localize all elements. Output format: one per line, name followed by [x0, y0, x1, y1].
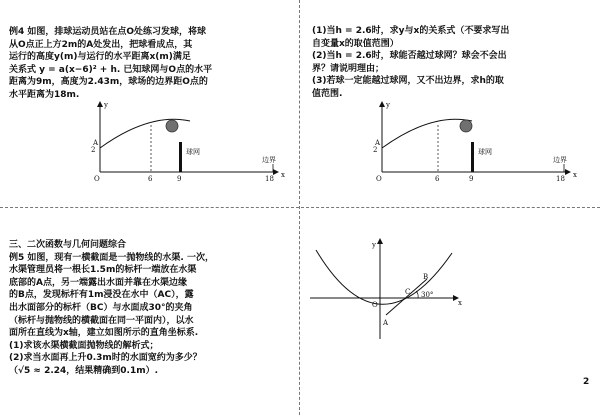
ball: [460, 120, 472, 132]
ball-trajectory: [382, 119, 472, 148]
slide-2-text: (1)当h = 2.6时，求y与x的关系式（不要求写出 自变量x的取值范围） (2)当h = 2.6时，球能否越过球网？球会不会出 界？请说明理由； (3)若球一定能越过球网，又不出边界，求h的取 值范围.: [312, 26, 510, 99]
origin-label: O: [376, 175, 382, 183]
net-post: [471, 142, 474, 172]
slide-2: [302, 0, 600, 206]
y-axis-label: y: [372, 241, 376, 249]
y-tick-2: 2: [91, 146, 96, 154]
canal-graph: [302, 209, 600, 415]
slide-1-text: 例4 如图，排球运动员站在点O处练习发球，将球 从O点正上方2m的A处发出，把球看成点，其 运行的高度y(m)与运行的水平距离x(m)满足 关系式 y = a(x−6)² + h. 已知球网与O点的水平 距离为9m，高度为2.43m，球场的边界距O点的 水平距离为18m.: [9, 27, 213, 100]
net-label: 球网: [186, 148, 200, 156]
page-number: 2: [583, 377, 590, 387]
x-tick-18: 18: [265, 175, 274, 183]
ball: [166, 120, 178, 132]
x-axis-label: x: [458, 299, 462, 307]
x-axis-label: x: [573, 171, 577, 179]
boundary-label: 边界: [553, 156, 567, 164]
point-a-label: A: [93, 139, 99, 147]
volleyball-graph-1: [0, 0, 298, 206]
x-tick-18: 18: [556, 175, 565, 183]
y-axis-label: y: [104, 101, 108, 109]
angle-label: 30°: [421, 291, 434, 299]
slide-1: [0, 0, 298, 206]
x-tick-6: 6: [148, 175, 153, 183]
net-label: 球网: [478, 148, 492, 156]
x-axis-label: x: [281, 171, 285, 179]
y-tick-2: 2: [373, 146, 378, 154]
x-tick-6: 6: [435, 175, 440, 183]
slide-3: [0, 209, 298, 415]
point-c-label: C: [405, 288, 411, 296]
y-axis-label: y: [386, 101, 390, 109]
x-tick-9: 9: [177, 175, 182, 183]
origin-label: O: [94, 175, 100, 183]
point-a-label: A: [383, 319, 389, 327]
point-a-label: A: [375, 139, 381, 147]
volleyball-graph-2: [302, 0, 600, 206]
origin-label: O: [372, 301, 378, 309]
net-post: [179, 142, 182, 172]
x-tick-9: 9: [469, 175, 474, 183]
point-b-label: B: [423, 273, 429, 281]
slide-4: [302, 209, 600, 415]
horizontal-divider: [0, 207, 600, 208]
boundary-label: 边界: [262, 156, 276, 164]
slide-3-text: 三、二次函数与几何问题综合 例5 如图，现有一横截面是一抛物线的水渠. 一次， 水渠管理员将一根长1.5m的标杆一端放在水渠 底部的A点，另一端露出水面并靠在水渠边缘 的B点，发现标杆有1m浸没在水中（AC），露 出水面部分的标杆（BC）与水面成30°的夹角 （标杆与抛物线的横截面在同一平面内），以水 面所在直线为x轴，建立如图所示的直角坐标系. (1)求该水渠横截面抛物线的解析式； (2)求当水面再上升0.3m时的水面宽约为多少？ （√5 ≈ 2.24，结果精确到0.1m）.: [9, 240, 214, 376]
